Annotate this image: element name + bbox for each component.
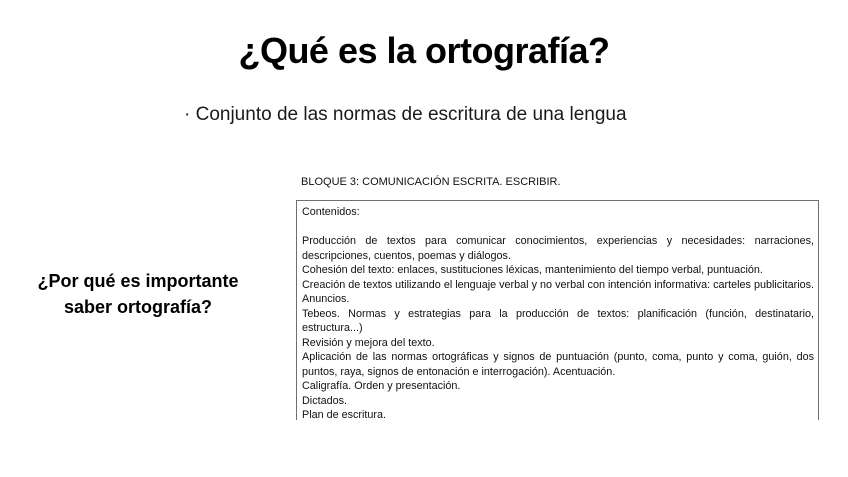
content-item: Dictados. bbox=[302, 394, 348, 407]
content-item: Creación de textos utilizando el lenguaje verbal y no verbal con intención informativa: carteles publicitarios. Anuncios. bbox=[302, 278, 814, 305]
content-item: Cohesión del texto: enlaces, sustituciones léxicas, mantenimiento del tiempo verbal, puntuación. bbox=[302, 264, 763, 276]
side-question: ¿Por qué es importante saber ortografía? bbox=[37, 271, 239, 317]
content-item: Producción de textos para comunicar conocimientos, experiencias y necesidades: narraciones, descripciones, cuentos, poemas y diálogos. bbox=[302, 235, 814, 262]
slide-subtitle: · Conjunto de las normas de escritura de una lengua bbox=[184, 104, 627, 125]
contents-box bbox=[296, 200, 819, 420]
content-item: Caligrafía. Orden y presentación. bbox=[302, 380, 461, 392]
block-heading: BLOQUE 3: COMUNICACIÓN ESCRITA. ESCRIBIR. bbox=[301, 176, 561, 188]
content-item: Tebeos. Normas y estrategias para la producción de textos: planificación (función, destinatario, estructura...) bbox=[302, 307, 814, 334]
content-item: Revisión y mejora del texto. bbox=[302, 336, 435, 349]
slide-title: ¿Qué es la ortografía? bbox=[238, 30, 610, 71]
content-item: Plan de escritura. bbox=[302, 409, 387, 420]
content-item: Aplicación de las normas ortográficas y signos de puntuación (punto, coma, punto y coma, guión, dos puntos, raya, signos de entonación e interrogación). Acentuación. bbox=[302, 351, 814, 378]
contents-label: Contenidos: bbox=[302, 206, 360, 218]
